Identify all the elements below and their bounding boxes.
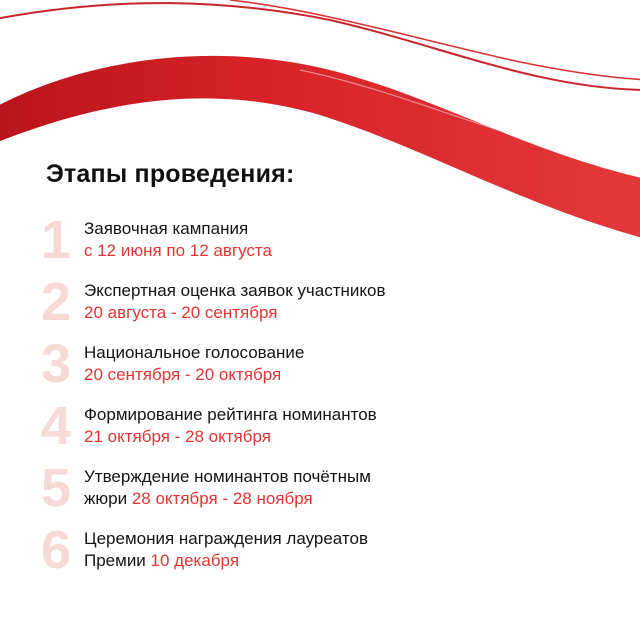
stage-text: [84, 404, 604, 448]
stage-title-tail: жюри: [84, 489, 128, 508]
stage-item-6: [36, 520, 616, 586]
stage-title-continuation: [84, 489, 313, 508]
page-title: Этапы проведения:: [46, 160, 295, 188]
stage-number: 4: [40, 396, 72, 456]
stage-item-4: [36, 396, 616, 462]
stage-text: [84, 528, 604, 572]
stages-list: [36, 210, 616, 586]
stage-title: Церемония награждения лауреатов: [84, 529, 368, 548]
stage-item-3: [36, 334, 616, 400]
stage-date: 21 октября - 28 октября: [84, 427, 271, 446]
stage-text: [84, 280, 604, 324]
stage-title: Формирование рейтинга номинантов: [84, 405, 377, 424]
stage-title: Национальное голосование: [84, 343, 305, 362]
wave-ribbon: [0, 56, 640, 240]
stage-date: 10 декабря: [150, 551, 240, 570]
stage-date: 20 августа - 20 сентября: [84, 303, 278, 322]
stage-title-tail: Премии: [84, 551, 146, 570]
stage-title: Заявочная кампания: [84, 219, 249, 238]
stage-title: Экспертная оценка заявок участников: [84, 281, 386, 300]
stage-title-continuation: [84, 551, 239, 570]
stage-title: Утверждение номинантов почётным: [84, 467, 371, 486]
stage-item-5: [36, 458, 616, 524]
stage-item-1: [36, 210, 616, 276]
stage-number: 1: [40, 210, 72, 270]
stage-number: 6: [40, 520, 72, 580]
stage-text: [84, 218, 604, 262]
stage-number: 3: [40, 334, 72, 394]
stage-date: 20 сентября - 20 октября: [84, 365, 282, 384]
stage-date: 28 октября - 28 ноября: [131, 489, 313, 508]
stage-number: 2: [40, 272, 72, 332]
stage-text: [84, 342, 604, 386]
stage-text: [84, 466, 604, 510]
stage-item-2: [36, 272, 616, 338]
stage-date: с 12 июня по 12 августа: [84, 241, 272, 260]
stage-number: 5: [40, 458, 72, 518]
